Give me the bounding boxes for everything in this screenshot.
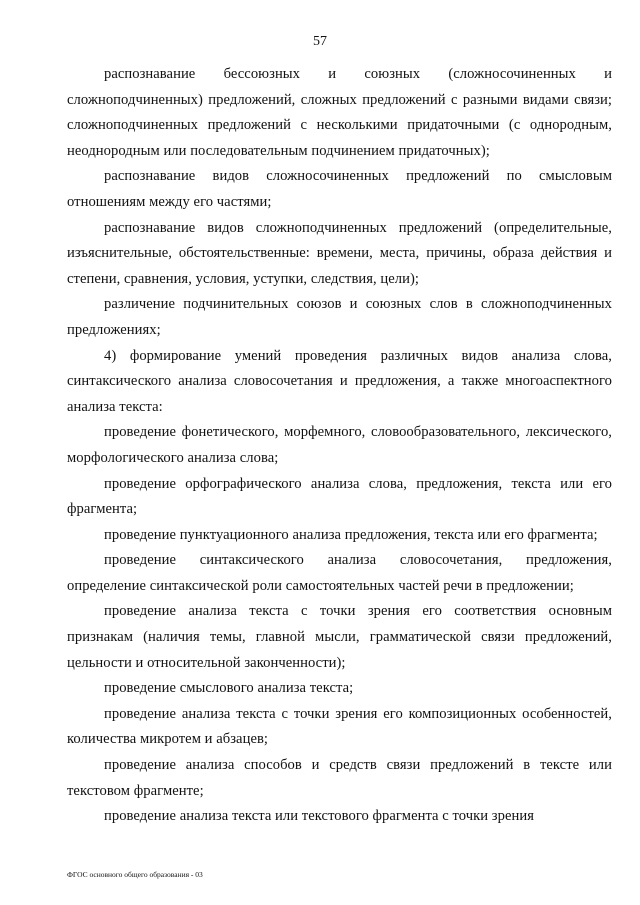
page-number: 57 [313, 34, 327, 49]
paragraph: проведение орфографического анализа слова, предложения, текста или его фрагмента; [67, 475, 612, 518]
body-text [67, 62, 612, 830]
paragraph: проведение анализа текста или текстового фрагмента с точки зрения [104, 808, 534, 825]
paragraph: различение подчинительных союзов и союзных слов в сложноподчиненных предложениях; [67, 296, 612, 338]
paragraph: распознавание видов сложноподчиненных предложений (определительные, изъяснительные, обстоятельственные: времени, места, причины, образа действия и степени, сравнения, условия, уступки, следствия, цели); [67, 219, 612, 287]
paragraph: проведение анализа способов и средств связи предложений в тексте или текстовом фрагменте; [67, 757, 612, 799]
page-footer: ФГОС основного общего образования - 03 [67, 870, 203, 879]
paragraph: проведение анализа текста с точки зрения его композиционных особенностей, количества микротем и абзацев; [67, 705, 612, 748]
paragraph: проведение синтаксического анализа словосочетания, предложения, определение синтаксической роли самостоятельных частей речи в предложении; [67, 552, 612, 594]
paragraph: 4) формирование умений проведения различных видов анализа слова, синтаксического анализа словосочетания и предложения, а также многоаспектного анализа текста: [67, 347, 612, 415]
paragraph: проведение смыслового анализа текста; [104, 680, 354, 697]
paragraph: проведение анализа текста с точки зрения его соответствия основным признакам (наличия темы, главной мысли, грамматической связи предложений, цельности и относительной законченности); [67, 603, 612, 671]
paragraph: распознавание видов сложносочиненных предложений по смысловым отношениям между его частями; [67, 168, 612, 210]
paragraph: распознавание бессоюзных и союзных (сложносочиненных и сложноподчиненных) предложений, сложных предложений с разными видами связи; сложноподчиненных предложений с несколькими придаточными (с однородным, неоднородным или последовательным подчинением придаточных); [67, 66, 612, 159]
paragraph: проведение пунктуационного анализа предложения, текста или его фрагмента; [104, 526, 598, 543]
paragraph: проведение фонетического, морфемного, словообразовательного, лексического, морфологического анализа слова; [67, 424, 612, 466]
